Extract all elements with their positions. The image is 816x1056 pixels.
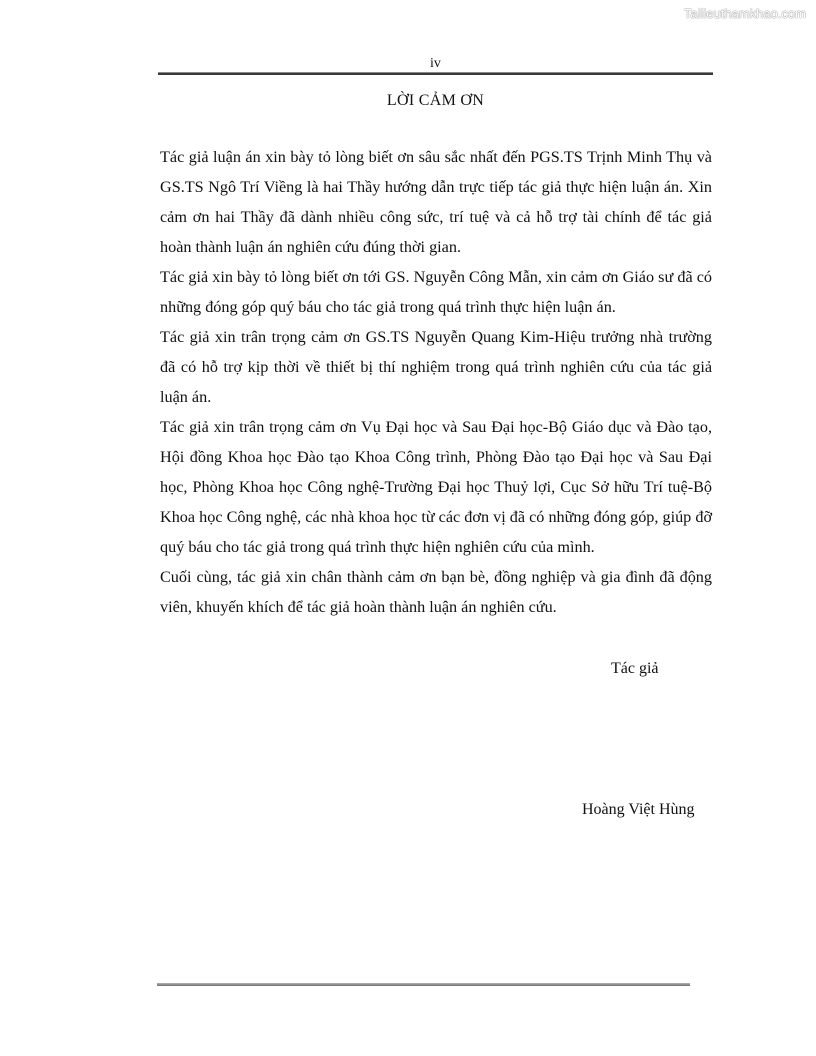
paragraph-family: Cuối cùng, tác giả xin chân thành cảm ơn bạn bè, đồng nghiệp và gia đình đã động viên, khuyến khích để tác giả hoàn thành luận án nghiên cứu. <box>160 568 712 616</box>
paragraph-rector: Tác giả xin trân trọng cảm ơn GS.TS Nguyễn Quang Kim-Hiệu trưởng nhà trường đã có hỗ trợ kịp thời về thiết bị thí nghiệm trong quá trình nghiên cứu của tác giả luận án. <box>160 328 712 406</box>
watermark: Tailieuthamkhao.com <box>683 6 806 21</box>
footer-rule <box>157 983 690 986</box>
header-rule <box>158 72 713 75</box>
signature-role: Tác giả <box>611 660 659 677</box>
paragraph-professor: Tác giả xin bày tỏ lòng biết ơn tới GS. Nguyễn Công Mẫn, xin cảm ơn Giáo sư đã có những đóng góp quý báu cho tác giả trong quá trình thực hiện luận án. <box>160 268 712 316</box>
signature-name: Hoàng Việt Hùng <box>582 801 695 818</box>
page-title: LỜI CẢM ƠN <box>386 92 485 109</box>
page-number: iv <box>430 56 441 71</box>
paragraph-institutions: Tác giả xin trân trọng cảm ơn Vụ Đại học và Sau Đại học-Bộ Giáo dục và Đào tạo, Hội đồng Khoa học Đào tạo Khoa Công trình, Phòng Đào tạo Đại học và Sau Đại học, Phòng Khoa học Công nghệ-Trường Đại học Thuỷ lợi, Cục Sở hữu Trí tuệ-Bộ Khoa học Công nghệ, các nhà khoa học từ các đơn vị đã có những đóng góp, giúp đỡ quý báu cho tác giả trong quá trình thực hiện nghiên cứu của mình. <box>160 418 712 556</box>
paragraph-advisors: Tác giả luận án xin bày tỏ lòng biết ơn sâu sắc nhất đến PGS.TS Trịnh Minh Thụ và GS.TS Ngô Trí Viềng là hai Thầy hướng dẫn trực tiếp tác giả thực hiện luận án. Xin cảm ơn hai Thầy đã dành nhiều công sức, trí tuệ và cả hỗ trợ tài chính để tác giả hoàn thành luận án nghiên cứu đúng thời gian. <box>160 148 712 256</box>
acknowledgement-body <box>160 142 712 622</box>
